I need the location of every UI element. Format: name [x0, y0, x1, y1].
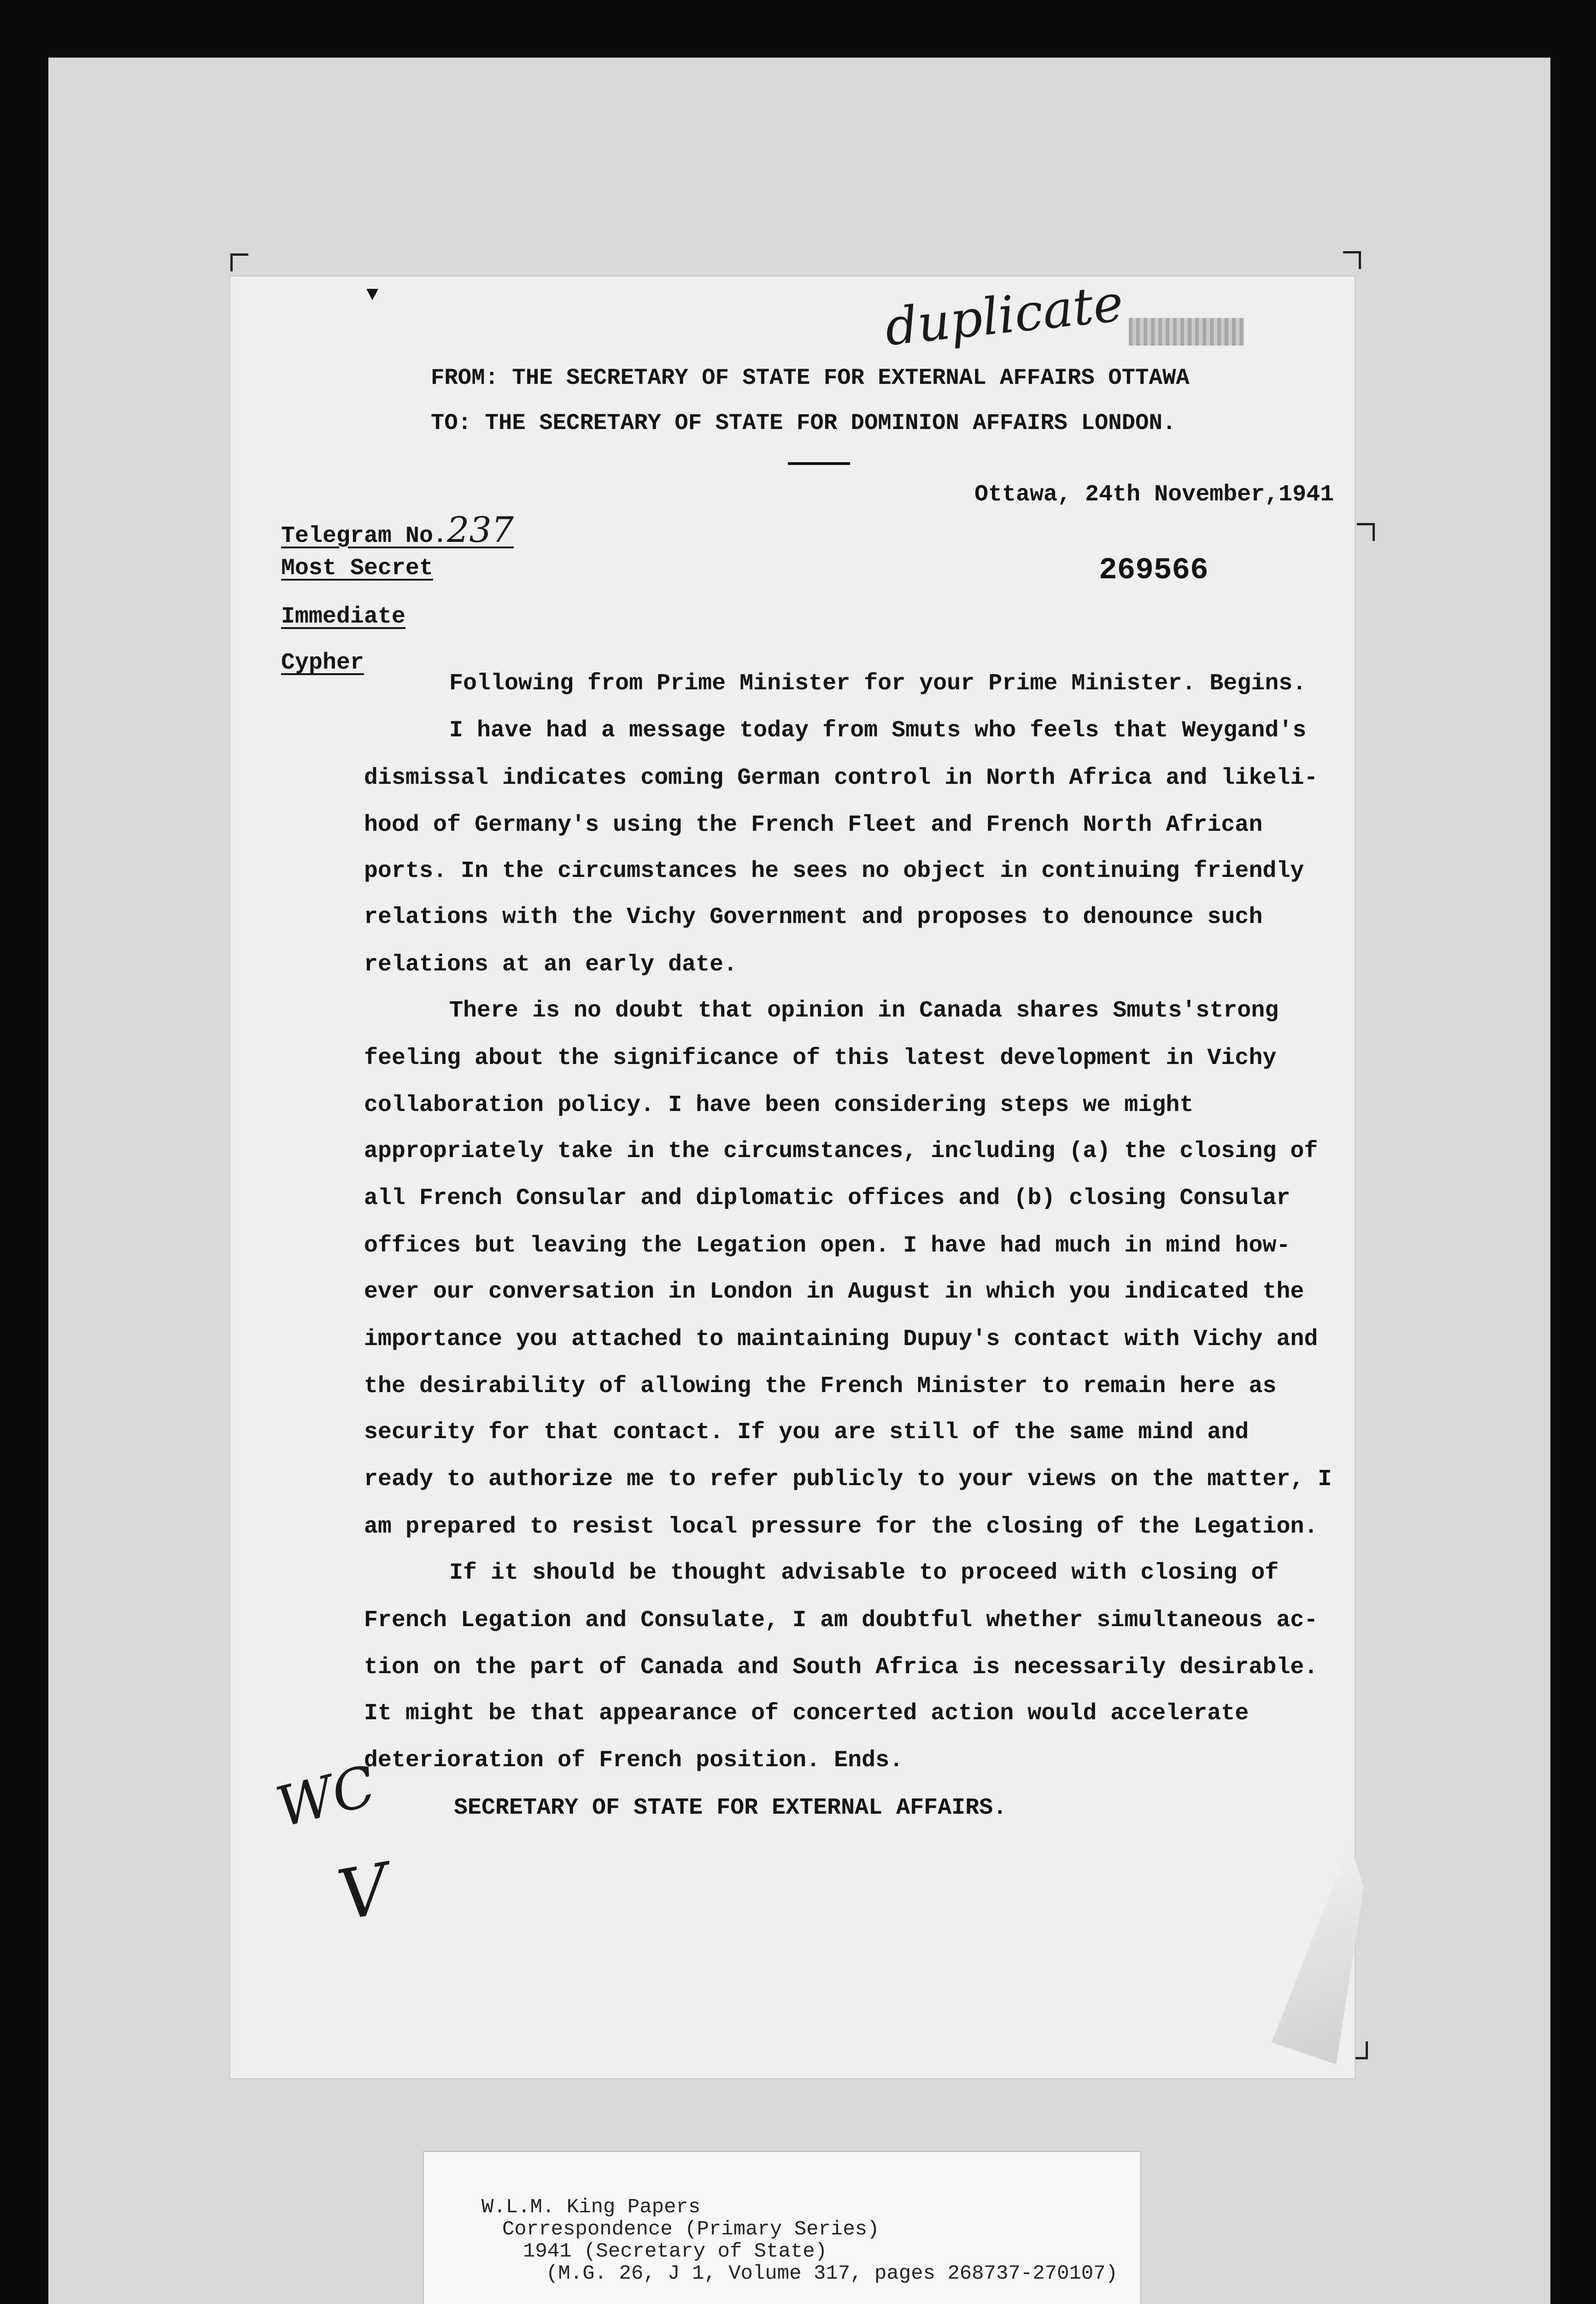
handwritten-check: V	[332, 1848, 395, 1937]
heading-rule	[788, 462, 850, 465]
body-line: relations with the Vichy Government and proposes to denounce such	[364, 904, 1263, 930]
transmission: Cypher	[281, 650, 364, 676]
stamp-mark	[1129, 318, 1244, 346]
body-line: importance you attached to maintaining Dupuy's contact with Vichy and	[364, 1326, 1318, 1352]
body-line: offices but leaving the Legation open. I have had much in mind how-	[364, 1233, 1291, 1259]
body-line: tion on the part of Canada and South Africa is necessarily desirable.	[364, 1654, 1318, 1681]
body-line: the desirability of allowing the French Minister to remain here as	[364, 1373, 1277, 1399]
body-line: If it should be thought advisable to proceed with closing of	[449, 1560, 1279, 1586]
handwritten-initials: WC	[270, 1754, 382, 1840]
handwritten-duplicate: duplicate	[882, 273, 1126, 357]
telegram-number: 237	[447, 509, 514, 550]
body-line: dismissal indicates coming German control in North Africa and likeli-	[364, 765, 1318, 791]
body-line: Following from Prime Minister for your Prime Minister. Begins.	[449, 670, 1307, 697]
arrow-mark: ▼	[366, 283, 379, 306]
body-line: French Legation and Consulate, I am doubtful whether simultaneous ac-	[364, 1607, 1318, 1634]
from-line: FROM: THE SECRETARY OF STATE FOR EXTERNAL AFFAIRS OTTAWA	[431, 365, 1190, 391]
to-line: TO: THE SECRETARY OF STATE FOR DOMINION AFFAIRS LONDON.	[431, 410, 1176, 436]
body-line: deterioration of French position. Ends.	[364, 1747, 904, 1774]
label-line: (M.G. 26, J 1, Volume 317, pages 268737-270107)	[546, 2262, 1118, 2285]
archive-reference-label	[424, 2152, 1140, 2304]
telegram-label	[281, 509, 514, 550]
body-line: security for that contact. If you are still of the same mind and	[364, 1419, 1249, 1446]
body-line: appropriately take in the circumstances, including (a) the closing of	[364, 1138, 1318, 1164]
label-line: W.L.M. King Papers	[481, 2196, 701, 2219]
body-line: ever our conversation in London in August in which you indicated the	[364, 1279, 1304, 1305]
body-line: I have had a message today from Smuts who feels that Weygand's	[449, 717, 1307, 744]
label-line: 1941 (Secretary of State)	[523, 2240, 827, 2263]
priority: Immediate	[281, 604, 406, 630]
telegram-label-text: Telegram No.	[281, 523, 447, 549]
signature-line: SECRETARY OF STATE FOR EXTERNAL AFFAIRS.	[454, 1795, 1007, 1821]
label-line: Correspondence (Primary Series)	[502, 2218, 880, 2241]
date-line: Ottawa, 24th November,1941	[974, 482, 1334, 508]
body-line: collaboration policy. I have been considering steps we might	[364, 1092, 1194, 1118]
body-line: relations at an early date.	[364, 952, 738, 978]
body-line: hood of Germany's using the French Fleet and French North African	[364, 812, 1263, 838]
body-line: all French Consular and diplomatic offices and (b) closing Consular	[364, 1185, 1291, 1211]
corner-mark-top-left	[230, 253, 248, 271]
body-line: ready to authorize me to refer publicly to your views on the matter, I	[364, 1466, 1332, 1493]
body-line: It might be that appearance of concerted action would accelerate	[364, 1700, 1249, 1727]
corner-mark-right-mid	[1357, 523, 1375, 541]
body-line: There is no doubt that opinion in Canada shares Smuts'strong	[449, 998, 1279, 1024]
body-line: ports. In the circumstances he sees no object in continuing friendly	[364, 858, 1304, 884]
document-number: 269566	[1099, 553, 1209, 588]
classification: Most Secret	[281, 555, 434, 582]
body-line: feeling about the significance of this latest development in Vichy	[364, 1045, 1277, 1071]
body-line: am prepared to resist local pressure for the closing of the Legation.	[364, 1514, 1318, 1540]
corner-mark-top-right	[1343, 251, 1361, 269]
